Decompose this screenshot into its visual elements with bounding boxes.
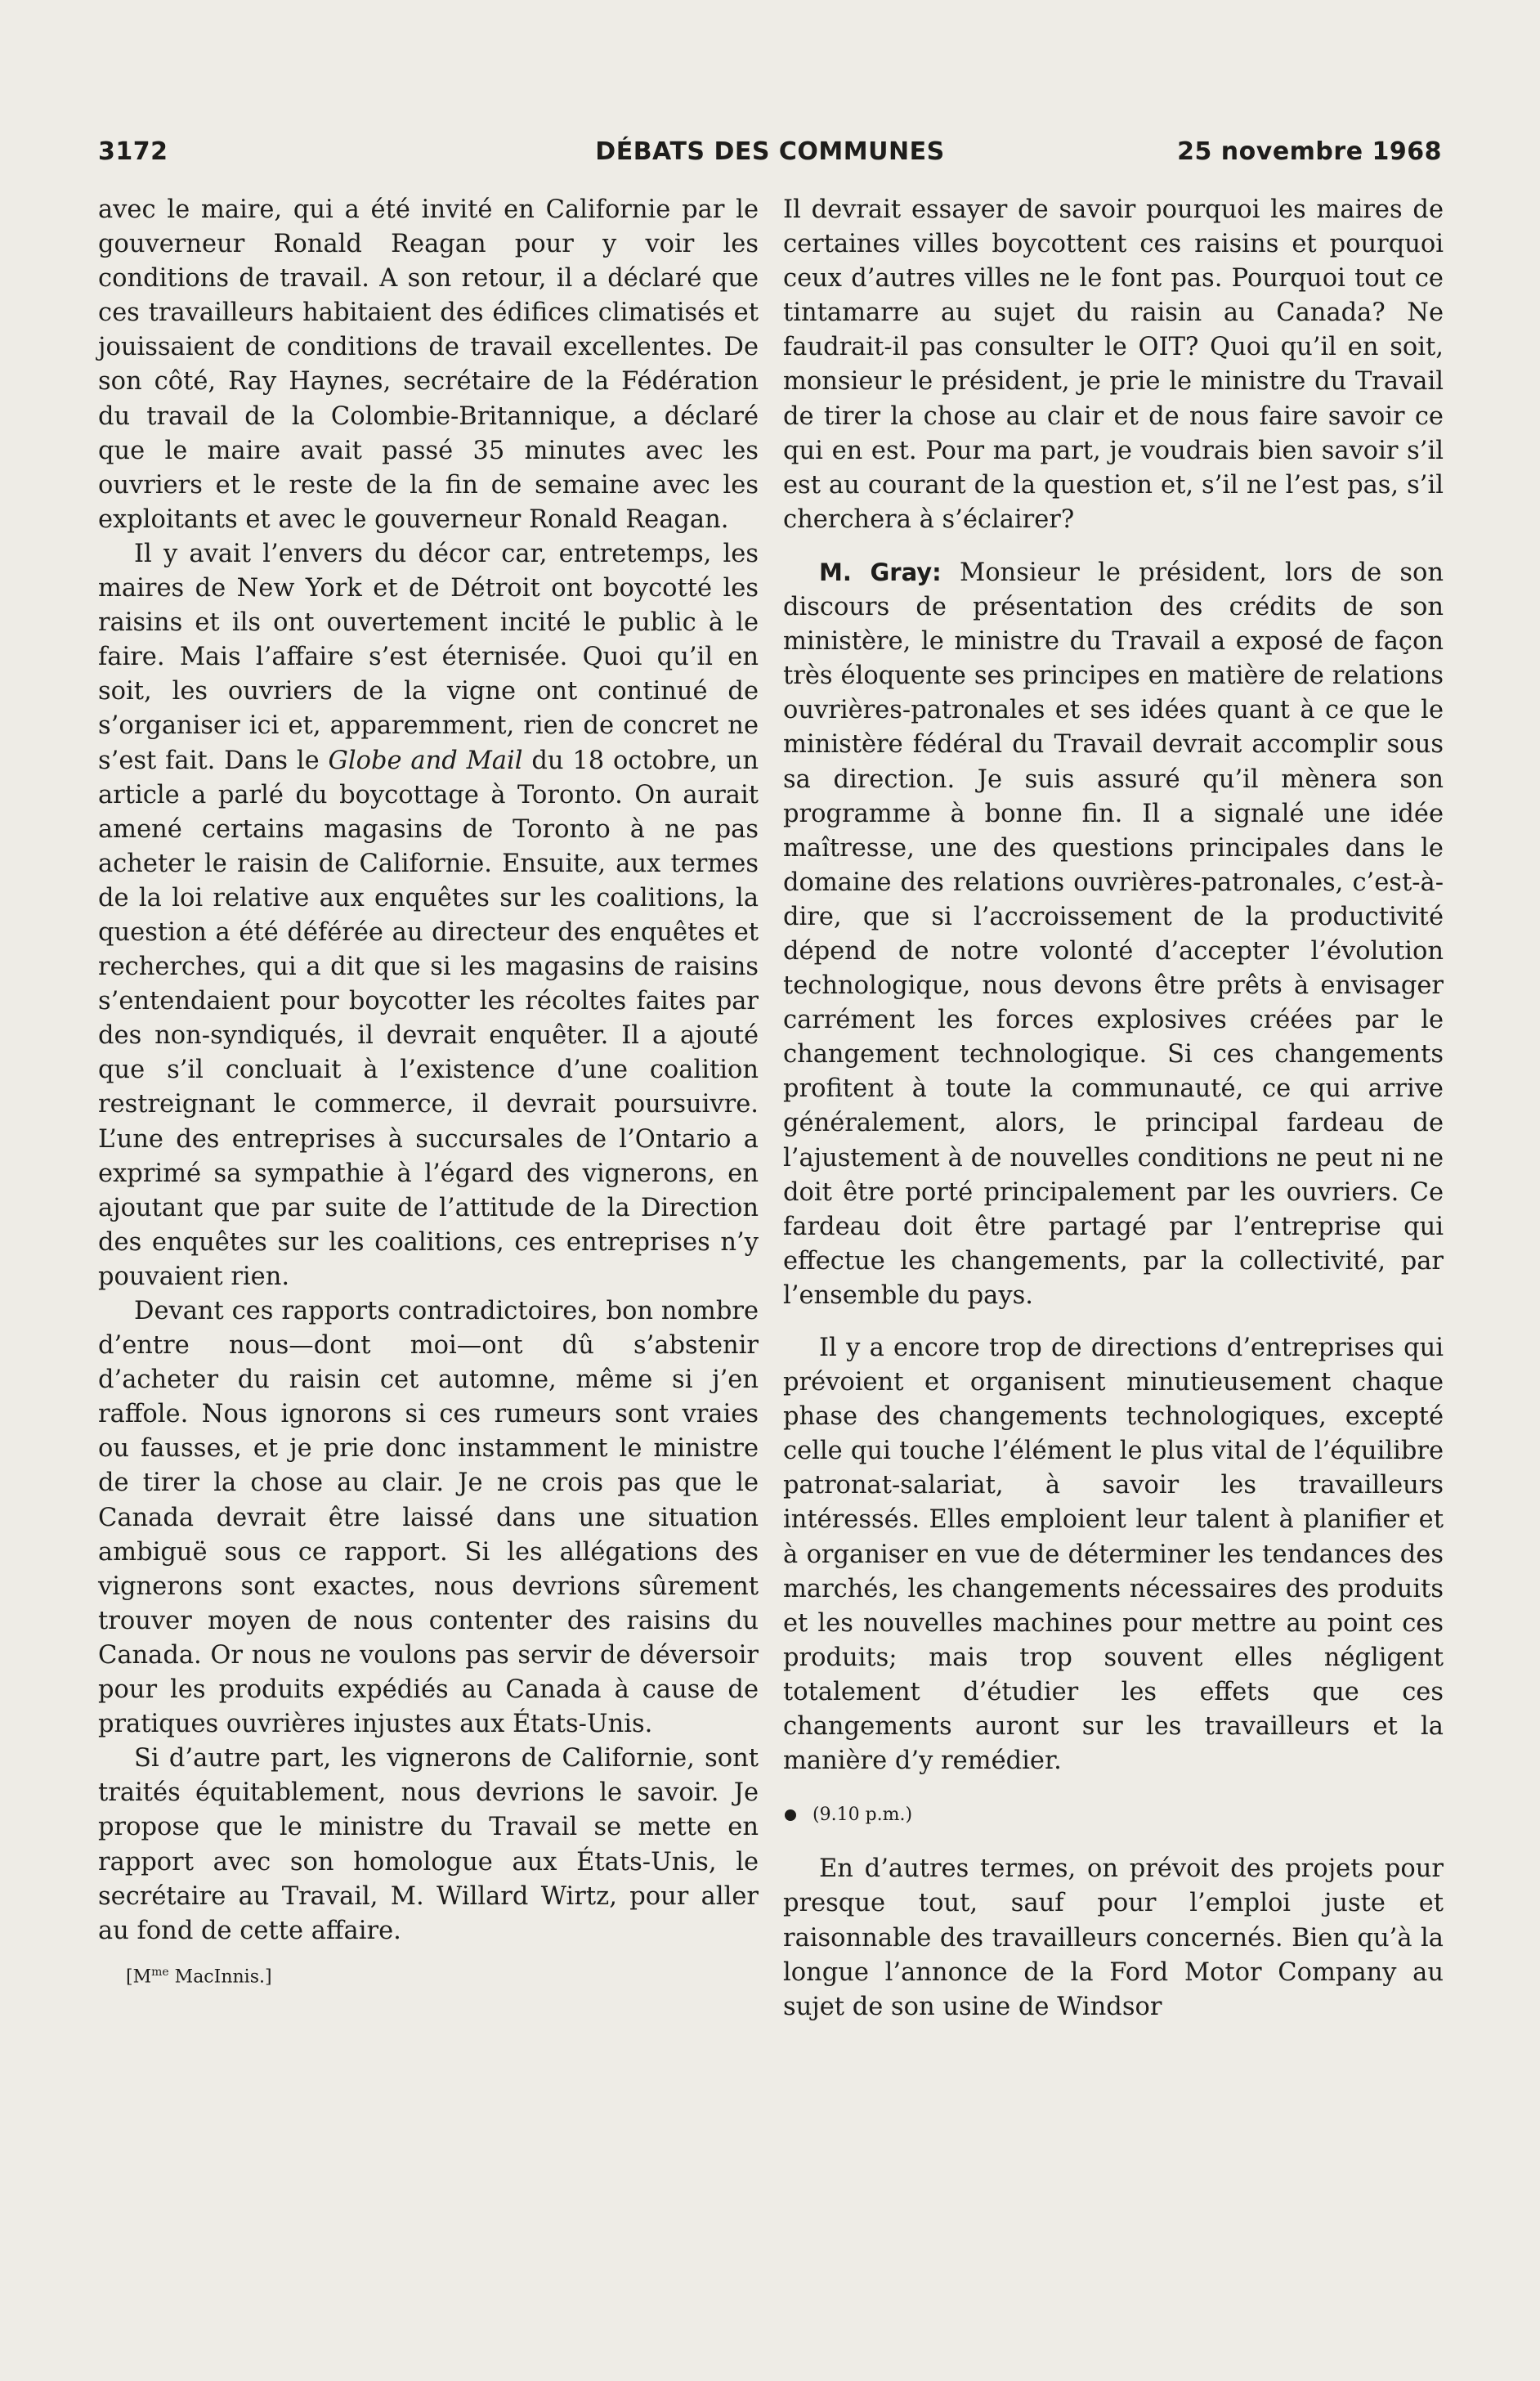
publication-title: DÉBATS DES COMMUNES (595, 137, 945, 166)
left-column (98, 193, 759, 1994)
right-column (783, 193, 1444, 2025)
paragraph: avec le maire, qui a été invité en Californie par le gouverneur Ronald Reagan pour y voir les conditions de travail. A son retour, il a déclaré que ces travailleurs habitaient des édifices climatisés et jouissaient de conditions de travail excellentes. De son côté, Ray Haynes, secrétaire de la Fédération du travail de la Colombie-Britannique, a déclaré que le maire avait passé 35 minutes avec les ouvriers et le reste de la fin de semaine avec les exploitants et avec le gouverneur Ronald Reagan. (98, 195, 759, 534)
time-marker (783, 1798, 1444, 1832)
paragraph: Il y a encore trop de directions d’entreprises qui prévoient et organisent minutieusement chaque phase des changements technologiques, excepté celle qui touche l’élément le plus vital de l’équilibre patronat-salariat, à savoir les travailleurs intéressés. Elles emploient leur talent à planifier et à organiser en vue de déterminer les tendances des marchés, les changements nécessaires des produits et les nouvelles machines pour mettre au point ces produits; mais trop souvent elles négligent totalement d’étudier les effets que ces changements auront sur les travailleurs et la manière d’y remédier. (783, 1334, 1444, 1776)
paragraph: Devant ces rapports contradictoires, bon nombre d’entre nous—dont moi—ont dû s’abstenir d’acheter du raisin cet automne, même si j’en raffole. Nous ignorons si ces rumeurs sont vraies ou fausses, et je prie donc instamment le ministre de tirer la chose au clair. Je ne crois pas que le Canada devrait être laissé dans une situation ambiguë sous ce rapport. Si les allégations des vignerons sont exactes, nous devrions sûrement trouver moyen de nous contenter des raisins du Canada. Or nous ne voulons pas servir de déversoir pour les produits expédiés au Canada à cause de pratiques ouvrières injustes aux États-Unis. (98, 1297, 759, 1739)
speaker-note (98, 1955, 759, 1994)
note-superscript: me (151, 1965, 169, 1979)
paragraph: En d’autres termes, on prévoit des projets pour presque tout, sauf pour l’emploi juste et raisonnable des travailleurs concernés. Bien qu’à la longue l’annonce de la Ford Motor Company au sujet de son usine de Windsor (783, 1854, 1444, 2021)
paragraph-text: Il y avait l’envers du décor car, entretemps, les maires de New York et de Détroit ont boycotté les raisins et ils ont ouvertement incité le public à le faire. Mais l’affaire s’est éternisée. Quoi qu’il en soit, les ouvriers de la vigne ont continué de s’organiser ici et, apparemment, rien de concret ne s’est fait. Dans le (98, 539, 759, 775)
issue-date: 25 novembre 1968 (1177, 137, 1442, 166)
note-text: [M (126, 1966, 152, 1988)
paragraph: Il devrait essayer de savoir pourquoi les maires de certaines villes boycottent ces raisins et pourquoi ceux d’autres villes ne le font pas. Pourquoi tout ce tintamarre au sujet du raisin au Canada? Ne faudrait-il pas consulter le OIT? Quoi qu’il en soit, monsieur le président, je prie le ministre du Travail de tirer la chose au clair et de nous faire savoir ce qui en est. Pour ma part, je voudrais bien savoir s’il est au courant de la question et, s’il ne l’est pas, s’il cherchera à s’éclairer? (783, 195, 1444, 534)
paragraph-text: Monsieur le président, lors de son discours de présentation des crédits de son ministère, le ministre du Travail a exposé de façon très éloquente ses principes en matière de relations ouvrières-patronales et ses idées quant à ce que le ministère fédéral du Travail devrait accomplir sous sa direction. Je suis assuré qu’il mènera son programme à bonne fin. Il a signalé une idée maîtresse, une des questions principales dans le domaine des relations ouvrières-patronales, c’est-à-dire, que si l’accroissement de la productivité dépend de notre volonté d’accepter l’évolution technologique, nous devons être prêts à envisager carrément les forces explosives créées par le changement technologique. Si ces changements profitent à toute la communauté, ce qui arrive généralement, alors, le principal fardeau de l’ajustement à de nouvelles conditions ne peut ni ne doit être porté principalement par les ouvriers. Ce fardeau doit être partagé par l’entreprise qui effectue les changements, par la collectivité, par l’ensemble du pays. (783, 558, 1444, 1310)
page-number: 3172 (98, 137, 168, 166)
paragraph-text: du 18 octobre, un article a parlé du boycottage à Toronto. On aurait amené certains magasins de Toronto à ne pas acheter le raisin de Californie. Ensuite, aux termes de la loi relative aux enquêtes sur les coalitions, la question a été déférée au directeur des enquêtes et recherches, qui a dit que si les magasins de raisins s’entendaient pour boycotter les récoltes faites par des non-syndiqués, il devrait enquêter. Il a ajouté que s’il concluait à l’existence d’une coalition restreignant le commerce, il devrait poursuivre. L’une des entreprises à succursales de l’Ontario a exprimé sa sympathie à l’égard des vignerons, en ajoutant que par suite de l’attitude de la Direction des enquêtes sur les coalitions, ces entreprises n’y pouvaient rien. (98, 746, 759, 1291)
spacer (783, 537, 1444, 555)
note-text: MacInnis.] (168, 1966, 272, 1988)
time-text: (9.10 p.m.) (813, 1805, 913, 1826)
speaker-name: M. Gray: (819, 558, 942, 586)
paragraph (98, 537, 759, 1294)
page-header (98, 137, 1442, 173)
spacer (783, 1313, 1444, 1331)
paragraph: Si d’autre part, les vignerons de Californie, sont traités équitablement, nous devrions le savoir. Je propose que le ministre du Travail se mette en rapport avec son homologue aux États-Unis, le secrétaire au Travail, M. Willard Wirtz, pour aller au fond de cette affaire. (98, 1744, 759, 1945)
bullet-icon (785, 1809, 796, 1821)
paragraph (783, 555, 1444, 1313)
newspaper-title: Globe and Mail (328, 746, 523, 775)
